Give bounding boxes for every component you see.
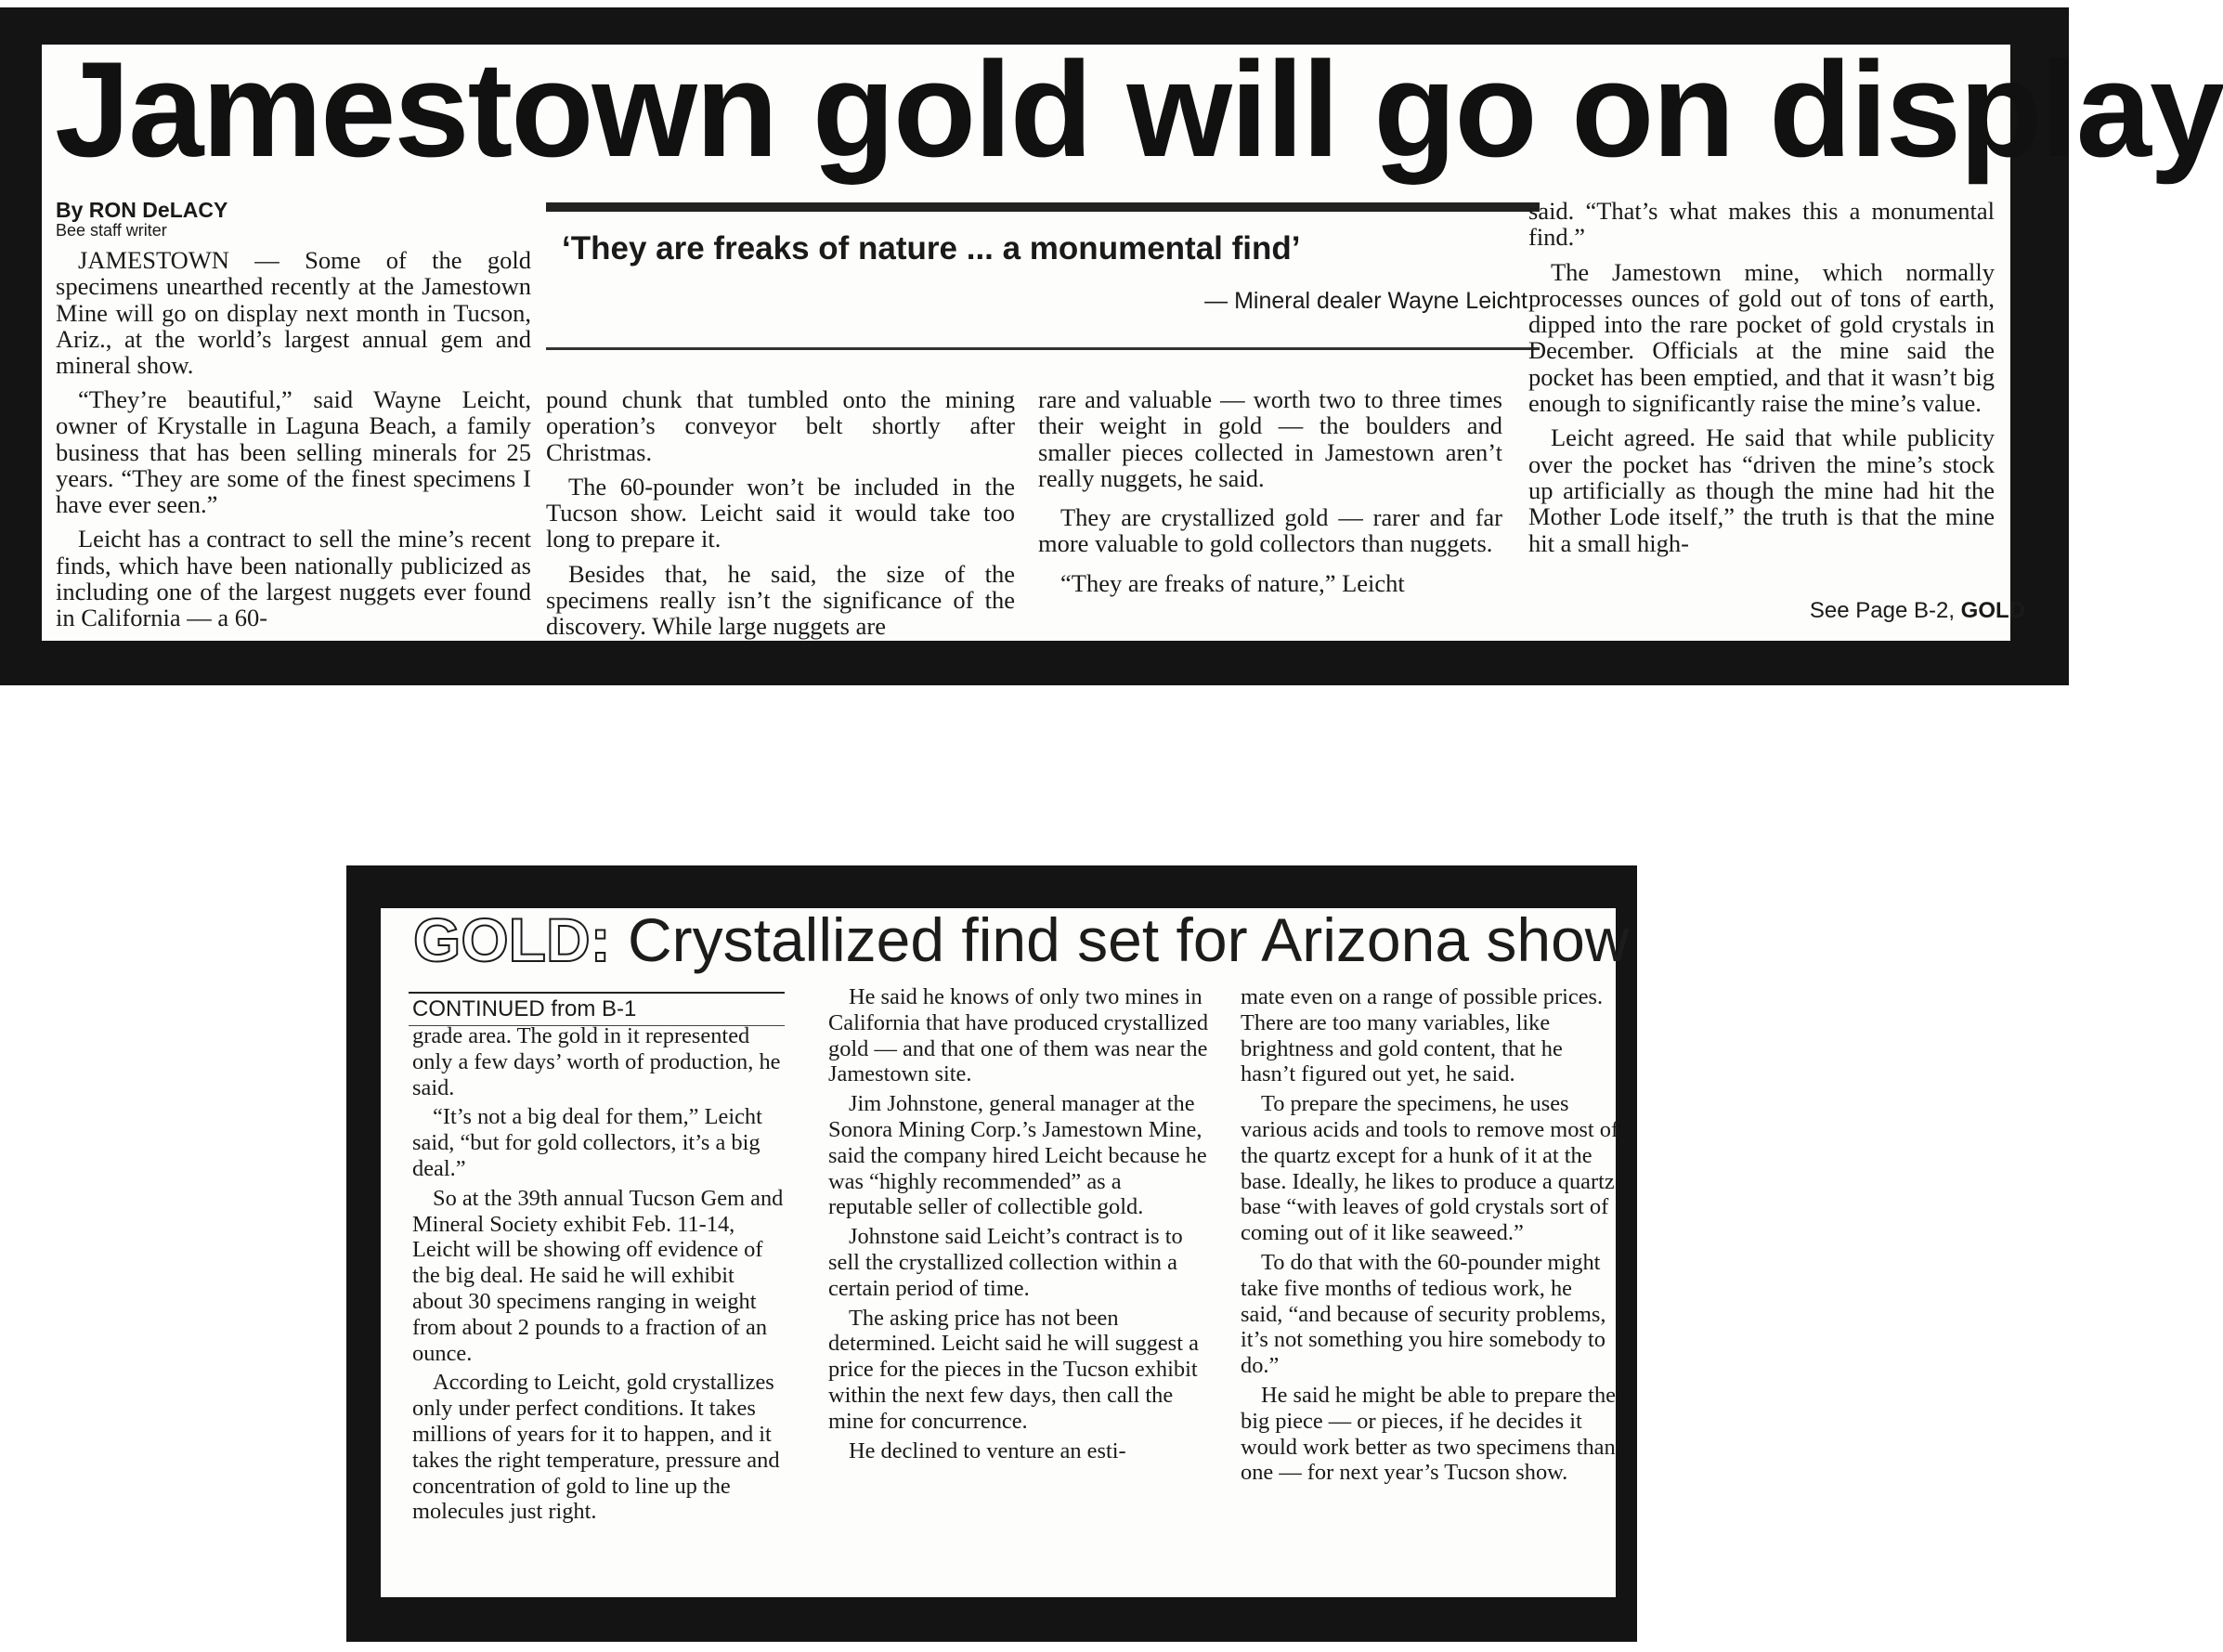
paragraph: He declined to venture an esti-	[849, 1437, 1126, 1463]
paragraph: rare and valuable — worth two to three times their weight in gold — the boulders and smaller pieces collected in Jamestown aren’t really nuggets, he said.	[1038, 385, 1502, 492]
paragraph: The Jamestown mine, which normally processes ounces of gold out of tons of earth, dipped into the rare pocket of gold crystals in December. Officials at the mine said the pocket has been emptied, and that it wasn’t big enough to significantly raise the mine’s value.	[1528, 257, 1995, 418]
clipping-1	[42, 33, 2223, 641]
continued-top-rule	[409, 992, 785, 994]
paragraph: “They are freaks of nature,” Leicht	[1060, 568, 1405, 597]
column-3	[1038, 386, 1502, 605]
paragraph: He said he knows of only two mines in California that have produced crystallized gold — and that one of them was near the Jamestown site.	[828, 984, 1209, 1087]
byline: By RON DeLACY	[56, 198, 228, 222]
paragraph: pound chunk that tumbled onto the mining operation’s conveyor belt shortly after Christmas.	[546, 385, 1015, 466]
jump-text: See Page B-2,	[1809, 598, 1955, 623]
paragraph: Johnstone said Leicht’s contract is to sell the crystallized collection within a certain period of time.	[828, 1224, 1183, 1301]
column-1	[56, 386, 531, 640]
column-3	[1241, 984, 1619, 1489]
paragraph: Jim Johnstone, general manager at the Sonora Mining Corp.’s Jamestown Mine, said the company hired Leicht because he was “highly recommended” as a reputable seller of collectible gold.	[828, 1091, 1207, 1220]
paragraph: JAMESTOWN — Some of the gold specimens unearthed recently at the Jamestown Mine will go on display next month in Tucson, Ariz., at the world’s largest annual gem and mineral show.	[56, 246, 531, 380]
pull-quote-attribution: — Mineral dealer Wayne Leicht	[1204, 288, 1528, 314]
paragraph: The 60-pounder won’t be included in the Tucson show. Leicht said it would take too long to prepare it.	[546, 472, 1015, 553]
pull-quote: ‘They are freaks of nature ... a monumental find’	[562, 230, 1301, 267]
jump-line	[1750, 598, 2025, 624]
paragraph: “It’s not a big deal for them,” Leicht said, “but for gold collectors, it’s a big deal.”	[412, 1104, 762, 1181]
staff-line: Bee staff writer	[56, 221, 167, 240]
column-2	[546, 386, 1015, 648]
continued-from: CONTINUED from B-1	[412, 996, 637, 1021]
pull-quote-bottom-rule	[546, 347, 1540, 350]
paragraph: According to Leicht, gold crystallizes only under perfect conditions. It takes millions of years for it to happen, and it takes the right temperature, pressure and concentration of gold to line up the molecules just right.	[412, 1370, 780, 1525]
paragraph: “They’re beautiful,” said Wayne Leicht, owner of Krystalle in Laguna Beach, a family business that has been selling minerals for 25 years. “They are some of the finest specimens I have ever seen.”	[56, 385, 531, 519]
clipping-2	[381, 905, 1630, 1597]
paragraph: The asking price has not been determined. Leicht said he will suggest a price for the pieces in the Tucson exhibit within the next few days, then call the mine for concurrence.	[828, 1305, 1199, 1434]
column-1-lede	[56, 247, 531, 386]
column-4	[1528, 198, 1995, 565]
headline: Jamestown gold will go on display	[55, 33, 2223, 185]
column-2	[828, 984, 1210, 1467]
paragraph: So at the 39th annual Tucson Gem and Mineral Society exhibit Feb. 11-14, Leicht will be showing off evidence of the big deal. He said he will exhibit about 30 specimens ranging in weight from about 2 pounds to a fraction of an ounce.	[412, 1185, 784, 1366]
paragraph: said. “That’s what makes this a monumental find.”	[1528, 197, 1995, 252]
headline	[413, 904, 1629, 975]
paragraph: To prepare the specimens, he uses various acids and tools to remove most of the quartz except for a hunk of it at the base. Ideally, he likes to produce a quartz base “with leaves of gold crystals sort of coming out of it like seaweed.”	[1241, 1091, 1619, 1246]
headline-keyword: GOLD:	[413, 905, 611, 974]
paragraph: grade area. The gold in it represented only a few days’ worth of production, he said.	[412, 1023, 781, 1100]
jump-keyword: GOLD	[1960, 598, 2025, 623]
paragraph: To do that with the 60-pounder might take five months of tedious work, he said, “and because of security problems, it’s not something you hire somebody to do.”	[1241, 1249, 1606, 1379]
headline-rest: Crystallized find set for Arizona show	[627, 905, 1630, 974]
paragraph: He said he might be able to prepare the big piece — or pieces, if he decides it would work better as two specimens than one — for next year’s Tucson show.	[1241, 1382, 1616, 1486]
paragraph: They are crystallized gold — rarer and far more valuable to gold collectors than nuggets.	[1038, 503, 1502, 558]
column-1	[412, 1023, 786, 1528]
paragraph: Besides that, he said, the size of the specimens really isn’t the significance of the discovery. While large nuggets are	[546, 559, 1015, 641]
paragraph: Leicht has a contract to sell the mine’s recent finds, which have been nationally publicized as including one of the largest nuggets ever found in California — a 60-	[56, 525, 531, 632]
paragraph: mate even on a range of possible prices. There are too many variables, like brightness and gold content, that he hasn’t figured out yet, he said.	[1241, 984, 1604, 1087]
paragraph: Leicht agreed. He said that while publicity over the pocket has “driven the mine’s stock up artificially as though the mine had hit the Mother Lode itself,” the truth is that the mine hit a small high-	[1528, 423, 1995, 557]
pull-quote-top-rule	[546, 202, 1540, 212]
